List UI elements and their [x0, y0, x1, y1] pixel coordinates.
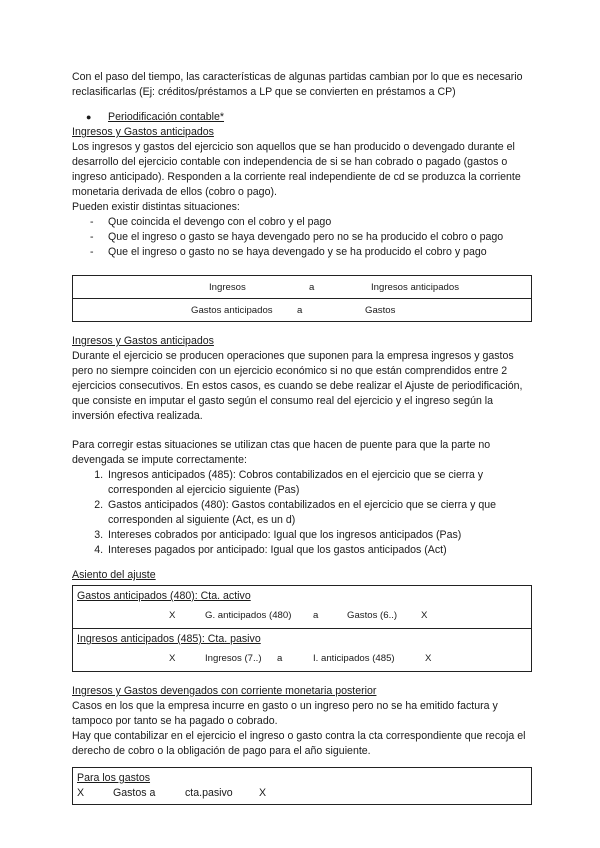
- list-item: 3. Intereses cobrados por anticipado: Igual que los ingresos anticipados (Pas): [106, 528, 532, 543]
- list-item: 1. Ingresos anticipados (485): Cobros contabilizados en el ejercicio que se cierra y corresponden al ejercicio siguiente (Pas): [106, 468, 532, 498]
- asiento-table: [72, 585, 532, 672]
- ingresos-title: Ingresos anticipados (485): Cta. pasivo: [77, 633, 261, 645]
- section-heading-2: Ingresos y Gastos anticipados: [72, 335, 214, 347]
- section-heading-1: Ingresos y Gastos anticipados: [72, 126, 214, 138]
- intro-paragraph: Con el paso del tiempo, las características de algunas partidas cambian por lo que es necesario reclasificarlas (Ej: créditos/préstamos a LP que se convierten en préstamos a CP): [72, 71, 523, 98]
- list-item: 4. Intereses pagados por anticipado: Igual que los gastos anticipados (Act): [106, 543, 532, 558]
- section-para-2: Para corregir estas situaciones se utilizan ctas que hacen de puente para que la parte no devengada se impute correctamente:: [72, 439, 491, 466]
- table-row: Ingresos a Ingresos anticipados: [209, 281, 459, 293]
- gastos-box: [72, 767, 532, 805]
- table-row: X G. anticipados (480) a Gastos (6..) X: [169, 609, 428, 621]
- gastos-section: [73, 586, 531, 628]
- table-row: X Gastos a cta.pasivo X: [77, 787, 267, 799]
- bullet-dot-icon: ●: [86, 112, 92, 122]
- list-item: - Que coincida el devengo con el cobro y el pago: [90, 216, 332, 228]
- gastos-title: Gastos anticipados (480): Cta. activo: [77, 590, 251, 602]
- list-item: - Que el ingreso o gasto se haya devengado pero no se ha producido el cobro o pago: [90, 231, 504, 243]
- gastos-box-title: Para los gastos: [77, 772, 151, 784]
- section-body-1: Los ingresos y gastos del ejercicio son aquellos que se han producido o devengado durante el desarrollo del ejercicio contable con independencia de si se han cobrado o pagado (gastos o ingreso anticipado). Responden a la corriente real independiente de cd se produzca la corriente monetaria derivada de ellos (cobro o pago).: [72, 141, 521, 198]
- document-page: [72, 70, 532, 805]
- entries-table: [72, 275, 532, 322]
- section-body-3a: Casos en los que la empresa incurre en gasto o un ingreso pero no se ha emitido factura y tampoco por tanto se ha pagado o cobrado.: [72, 700, 498, 727]
- table-row: Gastos anticipados a Gastos: [73, 298, 531, 321]
- bullet-item: [72, 110, 532, 125]
- ingresos-section: [73, 628, 531, 671]
- section-heading-3: Ingresos y Gastos devengados con corriente monetaria posterior: [72, 685, 377, 697]
- section-body-2: Durante el ejercicio se producen operaciones que suponen para la empresa ingresos y gastos pero no siempre coinciden con un ejercicio económico si no que están comprendidos entre 2 ejercicios consecutivos. En estos casos, es cuando se debe realizar el Ajuste de periodificación, que consiste en imputar el gasto según el consumo real del ejercicio y el ingreso según la inversión efectiva realizada.: [72, 350, 523, 422]
- list-item: - Que el ingreso o gasto no se haya devengado y se ha producido el cobro y pago: [90, 246, 487, 258]
- list-item: 2. Gastos anticipados (480): Gastos contabilizados en el ejercicio que se cierra y que corresponden al siguiente (Act, es un d): [106, 498, 532, 528]
- table-row: X Ingresos (7..) a I. anticipados (485) X: [169, 652, 432, 664]
- situations-list: [72, 215, 532, 260]
- situations-intro: Pueden existir distintas situaciones:: [72, 201, 240, 213]
- asiento-heading: Asiento del ajuste: [72, 569, 156, 581]
- section-body-3b: Hay que contabilizar en el ejercicio el ingreso o gasto contra la cta correspondiente que recoja el derecho de cobro o la obligación de pago para el año siguiente.: [72, 730, 526, 757]
- accounts-list: [72, 468, 532, 558]
- bullet-label: Periodificación contable*: [108, 111, 225, 123]
